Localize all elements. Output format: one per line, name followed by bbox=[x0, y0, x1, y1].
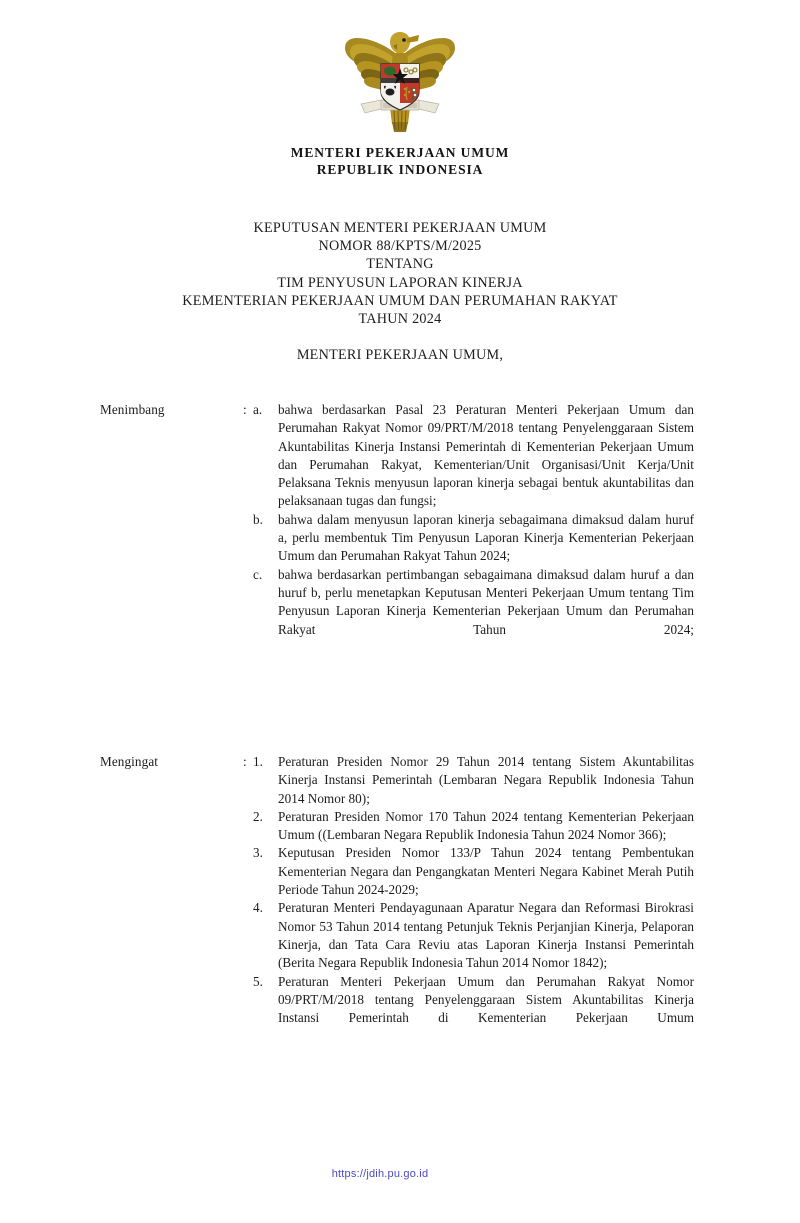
list-item bbox=[253, 844, 694, 899]
item-marker: c. bbox=[253, 566, 263, 582]
emblem-container bbox=[0, 26, 800, 142]
signatory-heading: MENTERI PEKERJAAN UMUM, bbox=[296, 347, 504, 363]
ministry-header bbox=[0, 145, 800, 178]
list-item bbox=[253, 511, 694, 566]
decree-title-block bbox=[0, 219, 800, 328]
item-text: Peraturan Presiden Nomor 170 Tahun 2024 tentang Kementerian Pekerjaan Umum ((Lembaran Negara Republik Indonesia Tahun 2024 Nomor 366); bbox=[278, 808, 694, 843]
item-text: Peraturan Menteri Pekerjaan Umum dan Perumahan Rakyat Nomor 09/PRT/M/2018 tentang Penyelenggaraan Sistem Akuntabilitas Kinerja Instansi Pemerintah di Kementerian Pekerjaan Umum bbox=[278, 973, 694, 1026]
item-marker: 1. bbox=[253, 754, 263, 769]
footer-source-url[interactable] bbox=[0, 1168, 800, 1180]
clause-colon-mengingat: : bbox=[243, 754, 247, 769]
list-item bbox=[253, 973, 694, 1028]
list-item bbox=[253, 808, 694, 845]
title-subject-line2: KEMENTERIAN PEKERJAAN UMUM DAN PERUMAHAN RAKYAT bbox=[182, 292, 618, 309]
item-marker: a. bbox=[253, 402, 263, 417]
menimbang-item-list bbox=[253, 401, 694, 639]
item-text: Keputusan Presiden Nomor 133/P Tahun 2024 tentang Pembentukan Kementerian Negara dan Pengangkatan Menteri Negara Kabinet Merah Putih Periode Tahun 2024-2029; bbox=[278, 845, 694, 898]
item-marker: 4. bbox=[253, 900, 263, 916]
title-decree-type: KEPUTUSAN MENTERI PEKERJAAN UMUM bbox=[253, 220, 547, 236]
title-year: TAHUN 2024 bbox=[358, 311, 442, 328]
item-marker: b. bbox=[253, 511, 263, 527]
item-text: Peraturan Presiden Nomor 29 Tahun 2014 tentang Sistem Akuntabilitas Kinerja Instansi Pemerintah (Lembaran Negara Republik Indonesia Tahun 2014 Nomor 80); bbox=[278, 754, 694, 806]
header-line-republic: REPUBLIK INDONESIA bbox=[316, 161, 484, 177]
title-decree-number: NOMOR 88/KPTS/M/2025 bbox=[318, 238, 482, 255]
item-text: bahwa berdasarkan pertimbangan sebagaimana dimaksud dalam huruf a dan huruf b, perlu menetapkan Keputusan Menteri Pekerjaan Umum tentang Tim Penyusun Laporan Kinerja Kementerian Pekerjaan Umum dan Perumahan Rakyat Tahun 2024; bbox=[278, 566, 694, 637]
item-text: bahwa berdasarkan Pasal 23 Peraturan Menteri Pekerjaan Umum dan Perumahan Rakyat Nomor 09/PRT/M/2018 tentang Penyelenggaraan Sistem Akuntabilitas Kinerja Instansi Pemerintah di Kementerian Pekerjaan Umum dan Perumahan Rakyat, Kementerian/Unit Organisasi/Unit Kerja/Unit Pelaksana Teknis menyusun laporan kinerja sebagai bentuk akuntabilitas dan pelaksanaan tugas dan fungsi; bbox=[278, 402, 694, 509]
footer-url-text: https://jdih.pu.go.id bbox=[331, 1168, 429, 1180]
mengingat-item-list bbox=[253, 753, 694, 1027]
list-item bbox=[253, 753, 694, 808]
title-tentang: TENTANG bbox=[366, 256, 434, 273]
list-item bbox=[253, 401, 694, 511]
garuda-pancasila-emblem bbox=[341, 26, 459, 142]
clause-label-menimbang: Menimbang bbox=[100, 402, 165, 417]
item-marker: 2. bbox=[253, 808, 263, 824]
item-text: bahwa dalam menyusun laporan kinerja sebagaimana dimaksud dalam huruf a, perlu membentuk Tim Penyusun Laporan Kinerja Kementerian Pekerjaan Umum dan Perumahan Rakyat Tahun 2024; bbox=[278, 511, 694, 564]
clause-colon-menimbang: : bbox=[243, 402, 247, 417]
clause-label-mengingat: Mengingat bbox=[100, 754, 159, 769]
item-marker: 3. bbox=[253, 845, 263, 861]
header-line-ministry: MENTERI PEKERJAAN UMUM bbox=[290, 145, 510, 160]
clause-mengingat bbox=[100, 753, 694, 1027]
item-marker: 5. bbox=[253, 973, 263, 989]
item-text: Peraturan Menteri Pendayagunaan Aparatur Negara dan Reformasi Birokrasi Nomor 53 Tahun 2014 tentang Petunjuk Teknis Perjanjian Kinerja, Pelaporan Kinerja, dan Tata Cara Reviu atas Laporan Kinerja Instansi Pemerintah (Berita Negara Republik Indonesia Tahun 2014 Nomor 1842); bbox=[278, 900, 694, 971]
list-item bbox=[253, 899, 694, 972]
title-subject-line1: TIM PENYUSUN LAPORAN KINERJA bbox=[277, 274, 523, 291]
clause-menimbang bbox=[100, 401, 694, 639]
list-item bbox=[253, 566, 694, 639]
